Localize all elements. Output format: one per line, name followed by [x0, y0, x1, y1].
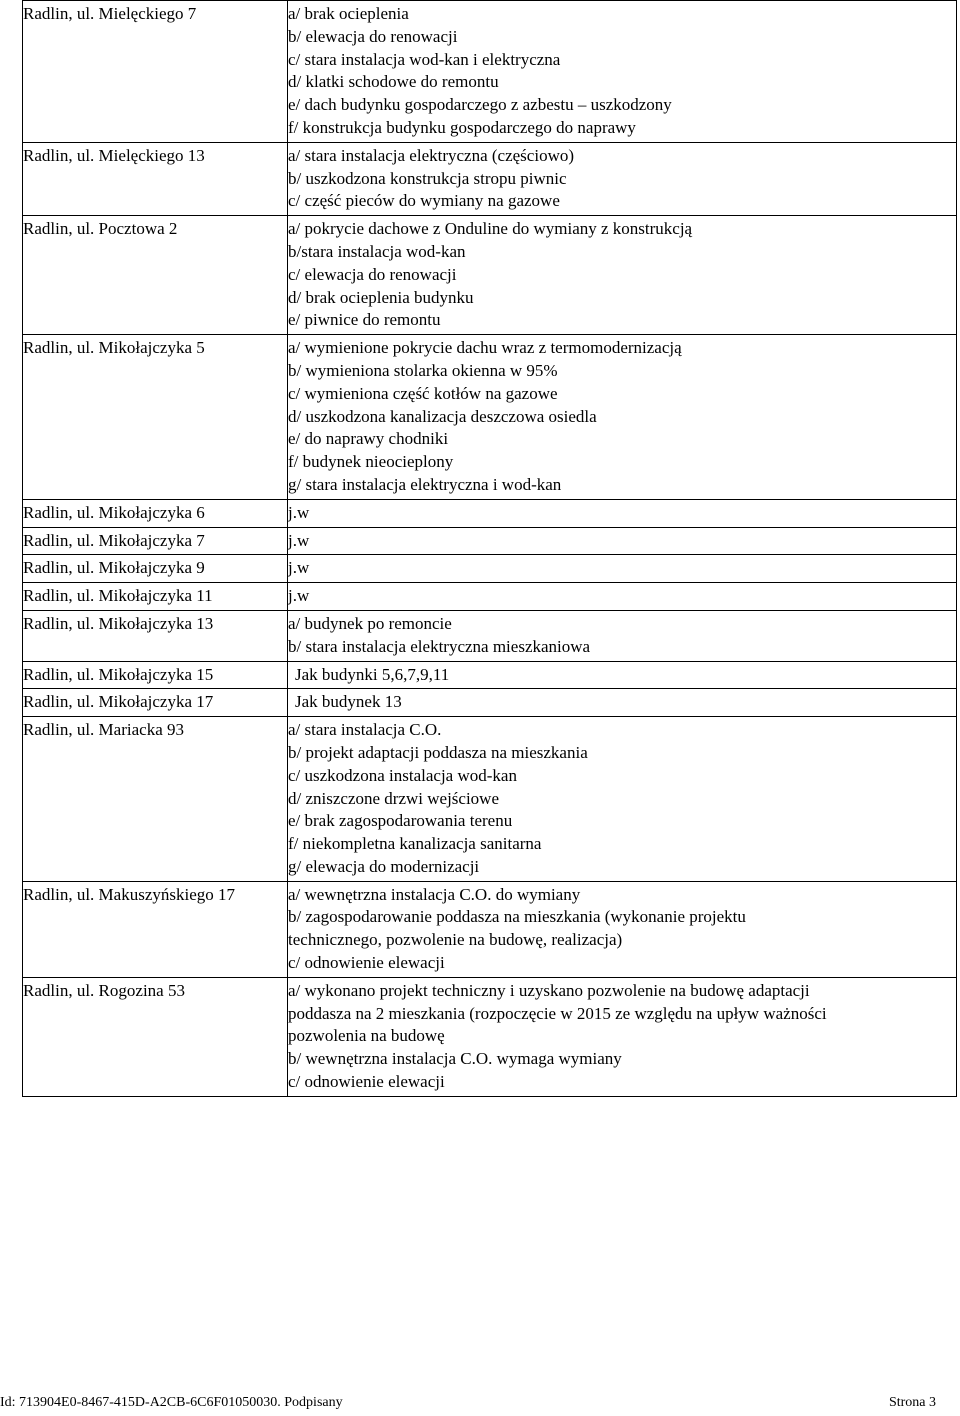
condition-item: d/ uszkodzona kanalizacja deszczowa osiedla: [288, 406, 597, 426]
building-condition: [288, 499, 957, 527]
building-condition: [288, 717, 957, 882]
condition-item: Jak budynek 13: [295, 692, 402, 712]
building-address: Radlin, ul. Mikołajczyka 11: [23, 583, 288, 611]
table-row: [23, 881, 957, 977]
condition-item: f/ budynek nieocieplony: [288, 452, 454, 472]
document-id: Id: 713904E0-8467-415D-A2CB-6C6F01050030. Podpisany: [0, 1395, 343, 1410]
building-address: Radlin, ul. Mikołajczyka 6: [23, 499, 288, 527]
page-number: Strona 3: [888, 1395, 936, 1410]
condition-item: c/ część pieców do wymiany na gazowe: [288, 191, 560, 211]
building-address: Radlin, ul. Pocztowa 2: [23, 216, 288, 335]
building-condition: [288, 881, 957, 977]
table-row: [23, 661, 957, 689]
building-address: Radlin, ul. Mielęckiego 13: [23, 142, 288, 215]
building-condition: [288, 142, 957, 215]
condition-item: j.w: [288, 502, 310, 522]
table-row: [23, 689, 957, 717]
table-row: [23, 610, 957, 661]
table-row: [23, 1, 957, 143]
condition-item: b/ wymieniona stolarka okienna w 95%: [288, 360, 558, 380]
condition-item: technicznego, pozwolenie na budowę, realizacja): [288, 930, 623, 950]
condition-item: f/ niekompletna kanalizacja sanitarna: [288, 834, 542, 854]
condition-item: b/ zagospodarowanie poddasza na mieszkania (wykonanie projektu: [288, 907, 746, 927]
condition-item: b/stara instalacja wod-kan: [288, 241, 466, 261]
buildings-table: [22, 0, 957, 1097]
condition-item: poddasza na 2 mieszkania (rozpoczęcie w 2015 ze względu na upływ ważności: [288, 1003, 827, 1023]
table-row: [23, 527, 957, 555]
condition-item: c/ stara instalacja wod-kan i elektryczna: [288, 49, 561, 69]
building-condition: [288, 335, 957, 500]
building-condition: [288, 527, 957, 555]
building-condition: [288, 610, 957, 661]
condition-item: a/ stara instalacja elektryczna (częściowo): [288, 145, 575, 165]
condition-item: b/ wewnętrzna instalacja C.O. wymaga wymiany: [288, 1049, 622, 1069]
condition-item: b/ elewacja do renowacji: [288, 26, 458, 46]
condition-item: e/ brak zagospodarowania terenu: [288, 811, 513, 831]
condition-item: a/ budynek po remoncie: [288, 613, 452, 633]
condition-item: c/ wymieniona część kotłów na gazowe: [288, 383, 558, 403]
table-row: [23, 216, 957, 335]
condition-item: g/ stara instalacja elektryczna i wod-kan: [288, 474, 562, 494]
condition-item: a/ wymienione pokrycie dachu wraz z termomodernizacją: [288, 338, 682, 358]
condition-item: b/ uszkodzona konstrukcja stropu piwnic: [288, 168, 567, 188]
condition-item: e/ do naprawy chodniki: [288, 429, 449, 449]
condition-item: b/ projekt adaptacji poddasza na mieszkania: [288, 742, 588, 762]
condition-item: j.w: [288, 558, 310, 578]
table-row: [23, 583, 957, 611]
condition-item: e/ piwnice do remontu: [288, 310, 441, 330]
condition-item: c/ elewacja do renowacji: [288, 264, 457, 284]
building-condition: [288, 977, 957, 1096]
condition-item: a/ pokrycie dachowe z Onduline do wymiany z konstrukcją: [288, 219, 693, 239]
condition-item: b/ stara instalacja elektryczna mieszkaniowa: [288, 636, 591, 656]
condition-item: a/ wewnętrzna instalacja C.O. do wymiany: [288, 884, 581, 904]
condition-item: c/ odnowienie elewacji: [288, 953, 445, 973]
building-condition: [288, 583, 957, 611]
building-condition: [288, 661, 957, 689]
building-condition: [288, 216, 957, 335]
condition-item: e/ dach budynku gospodarczego z azbestu – uszkodzony: [288, 95, 672, 115]
condition-item: pozwolenia na budowę: [288, 1026, 445, 1046]
condition-item: d/ zniszczone drzwi wejściowe: [288, 788, 499, 808]
building-address: Radlin, ul. Makuszyńskiego 17: [23, 881, 288, 977]
building-address: Radlin, ul. Mikołajczyka 5: [23, 335, 288, 500]
table-row: [23, 717, 957, 882]
condition-item: a/ wykonano projekt techniczny i uzyskano pozwolenie na budowę adaptacji: [288, 980, 810, 1000]
building-address: Radlin, ul. Mikołajczyka 9: [23, 555, 288, 583]
condition-item: c/ odnowienie elewacji: [288, 1072, 445, 1092]
condition-item: a/ stara instalacja C.O.: [288, 720, 442, 740]
condition-item: Jak budynki 5,6,7,9,11: [295, 664, 450, 684]
building-address: Radlin, ul. Mikołajczyka 17: [23, 689, 288, 717]
condition-item: g/ elewacja do modernizacji: [288, 856, 480, 876]
building-address: Radlin, ul. Mikołajczyka 15: [23, 661, 288, 689]
table-row: [23, 555, 957, 583]
condition-item: a/ brak ocieplenia: [288, 4, 409, 23]
table-row: [23, 335, 957, 500]
building-address: Radlin, ul. Mikołajczyka 7: [23, 527, 288, 555]
table-row: [23, 499, 957, 527]
condition-item: j.w: [288, 530, 310, 550]
building-address: Radlin, ul. Mikołajczyka 13: [23, 610, 288, 661]
condition-item: j.w: [288, 586, 310, 606]
table-row: [23, 977, 957, 1096]
building-condition: [288, 1, 957, 143]
condition-item: c/ uszkodzona instalacja wod-kan: [288, 765, 517, 785]
building-address: Radlin, ul. Rogozina 53: [23, 977, 288, 1096]
condition-item: d/ brak ocieplenia budynku: [288, 287, 474, 307]
table-row: [23, 142, 957, 215]
building-condition: [288, 555, 957, 583]
buildings-table-body: [23, 1, 957, 1097]
condition-item: f/ konstrukcja budynku gospodarczego do naprawy: [288, 117, 636, 137]
building-address: Radlin, ul. Mielęckiego 7: [23, 1, 288, 143]
condition-item: d/ klatki schodowe do remontu: [288, 72, 499, 92]
building-condition: [288, 689, 957, 717]
building-address: Radlin, ul. Mariacka 93: [23, 717, 288, 882]
